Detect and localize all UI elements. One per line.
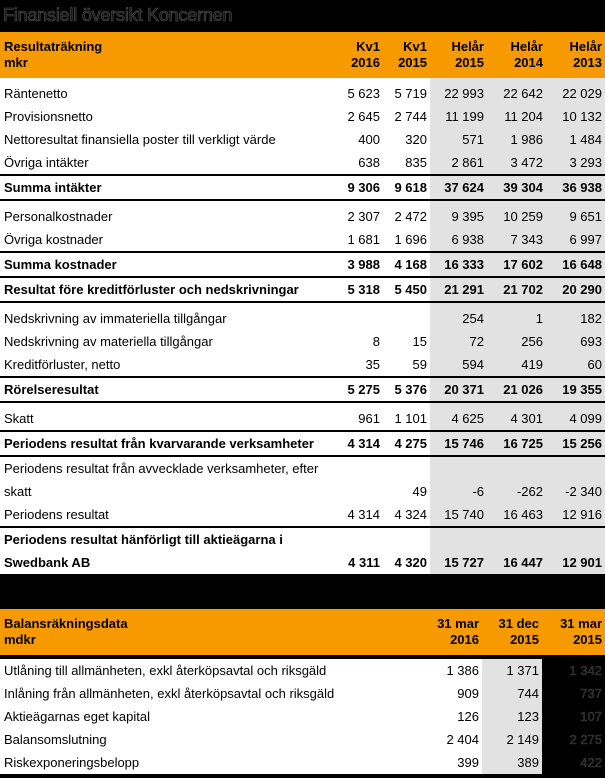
row-label: Nettoresultat finansiella poster till verkligt värde [0, 128, 335, 151]
row-value: 6 997 [546, 228, 605, 252]
balance-row [0, 659, 605, 682]
row-value: 4 314 [335, 503, 383, 527]
row-value: 3 293 [546, 151, 605, 175]
row-value: 1 101 [383, 407, 430, 431]
row-label: Riskexponeringsbelopp [0, 751, 432, 774]
income-row [0, 277, 605, 302]
row-value: 10 132 [546, 105, 605, 128]
row-value: 22 642 [487, 82, 546, 105]
row-value [430, 456, 487, 480]
row-label: Rörelseresultat [0, 377, 335, 402]
income-header-col [383, 32, 430, 78]
row-value [383, 456, 430, 480]
balance-header-year: 2016 [450, 632, 479, 647]
income-header-period: Kv1 [403, 39, 427, 54]
row-value: 4 311 [335, 551, 383, 575]
row-value: 909 [432, 682, 482, 705]
row-value: 21 026 [487, 377, 546, 402]
row-value: 72 [430, 330, 487, 353]
row-label: Personalkostnader [0, 205, 335, 228]
row-label: skatt [0, 480, 335, 503]
balance-header-date: 31 mar [437, 616, 479, 631]
income-statement-table [0, 32, 605, 576]
row-value: 59 [383, 353, 430, 377]
row-value: -2 340 [546, 480, 605, 503]
row-value: 4 301 [487, 407, 546, 431]
row-value: 1 986 [487, 128, 546, 151]
income-row [0, 377, 605, 402]
row-label: Övriga intäkter [0, 151, 335, 175]
row-value: 400 [335, 128, 383, 151]
balance-row [0, 682, 605, 705]
income-row [0, 175, 605, 200]
row-value: 182 [546, 307, 605, 330]
row-value: 1 681 [335, 228, 383, 252]
row-value: 21 291 [430, 277, 487, 302]
row-value: -6 [430, 480, 487, 503]
row-value: 9 395 [430, 205, 487, 228]
row-value: 744 [482, 682, 542, 705]
row-label: Provisionsnetto [0, 105, 335, 128]
income-row [0, 228, 605, 252]
income-header-unit: mkr [4, 55, 28, 70]
row-label: Räntenetto [0, 82, 335, 105]
row-value: 4 099 [546, 407, 605, 431]
row-value: 693 [546, 330, 605, 353]
row-value: 1 484 [546, 128, 605, 151]
row-value: 594 [430, 353, 487, 377]
income-header-period: Helår [510, 39, 543, 54]
row-label: Nedskrivning av materiella tillgångar [0, 330, 335, 353]
row-label: Resultat före kreditförluster och nedskrivningar [0, 277, 335, 302]
balance-header-col [482, 609, 542, 655]
row-value: 961 [335, 407, 383, 431]
income-row [0, 151, 605, 175]
row-value: 254 [430, 307, 487, 330]
income-header-row [0, 32, 605, 78]
income-row [0, 431, 605, 456]
row-label: Swedbank AB [0, 551, 335, 575]
row-value: 8 [335, 330, 383, 353]
income-header-period: Kv1 [356, 39, 380, 54]
income-row [0, 330, 605, 353]
row-value: 22 993 [430, 82, 487, 105]
row-label: Summa intäkter [0, 175, 335, 200]
row-value: 5 623 [335, 82, 383, 105]
row-label: Kreditförluster, netto [0, 353, 335, 377]
balance-header-year: 2015 [573, 632, 602, 647]
row-value: 126 [432, 705, 482, 728]
row-value: 60 [546, 353, 605, 377]
balance-header-col [542, 609, 605, 655]
row-value: 15 740 [430, 503, 487, 527]
balance-header-unit: mdkr [4, 632, 36, 647]
row-value: 737 [542, 682, 605, 705]
row-value: 1 371 [482, 659, 542, 682]
row-value: 4 314 [335, 431, 383, 456]
row-value: 16 725 [487, 431, 546, 456]
row-value: 11 199 [430, 105, 487, 128]
row-value [546, 527, 605, 551]
row-value [335, 456, 383, 480]
row-value: 638 [335, 151, 383, 175]
row-value [335, 307, 383, 330]
row-value: 5 318 [335, 277, 383, 302]
row-value: 571 [430, 128, 487, 151]
row-value: 12 916 [546, 503, 605, 527]
row-value: 16 333 [430, 252, 487, 277]
row-value: 3 472 [487, 151, 546, 175]
row-value: -262 [487, 480, 546, 503]
balance-row [0, 751, 605, 774]
row-value: 5 719 [383, 82, 430, 105]
income-row [0, 205, 605, 228]
report-title-bar [0, 0, 605, 32]
row-value: 39 304 [487, 175, 546, 200]
income-header-period: Helår [451, 39, 484, 54]
row-value [335, 480, 383, 503]
row-label: Periodens resultat från kvarvarande verksamheter [0, 431, 335, 456]
row-value: 4 625 [430, 407, 487, 431]
row-value: 389 [482, 751, 542, 774]
income-row [0, 307, 605, 330]
row-value [546, 456, 605, 480]
income-header-col [487, 32, 546, 78]
row-value: 399 [432, 751, 482, 774]
row-label: Skatt [0, 407, 335, 431]
row-value: 6 938 [430, 228, 487, 252]
row-value: 20 371 [430, 377, 487, 402]
income-row [0, 105, 605, 128]
row-label: Aktieägarnas eget kapital [0, 705, 432, 728]
row-value [383, 307, 430, 330]
row-value: 2 472 [383, 205, 430, 228]
row-value: 4 275 [383, 431, 430, 456]
income-header-label [0, 32, 335, 78]
row-value: 17 602 [487, 252, 546, 277]
row-label: Balansomslutning [0, 728, 432, 751]
row-value [335, 527, 383, 551]
row-label: Periodens resultat från avvecklade verksamheter, efter [0, 456, 335, 480]
row-value: 123 [482, 705, 542, 728]
row-value: 1 696 [383, 228, 430, 252]
row-value: 35 [335, 353, 383, 377]
row-value: 2 404 [432, 728, 482, 751]
balance-row [0, 705, 605, 728]
row-value: 10 259 [487, 205, 546, 228]
income-row [0, 456, 605, 480]
row-value: 1 342 [542, 659, 605, 682]
balance-header-title: Balansräkningsdata [4, 616, 128, 631]
income-row [0, 353, 605, 377]
balance-header-row [0, 609, 605, 655]
row-label: Periodens resultat hänförligt till aktieägarna i [0, 527, 335, 551]
income-row [0, 503, 605, 527]
income-header-col [430, 32, 487, 78]
row-value: 107 [542, 705, 605, 728]
row-value: 2 861 [430, 151, 487, 175]
row-value: 7 343 [487, 228, 546, 252]
row-value: 15 [383, 330, 430, 353]
row-value: 2 149 [482, 728, 542, 751]
row-value [383, 527, 430, 551]
row-value: 2 307 [335, 205, 383, 228]
row-value: 49 [383, 480, 430, 503]
row-value: 2 744 [383, 105, 430, 128]
row-value: 2 645 [335, 105, 383, 128]
row-value: 5 376 [383, 377, 430, 402]
row-value: 16 463 [487, 503, 546, 527]
row-value: 11 204 [487, 105, 546, 128]
balance-header-date: 31 dec [498, 616, 539, 631]
row-value: 4 324 [383, 503, 430, 527]
balance-header-label [0, 609, 432, 655]
row-value: 419 [487, 353, 546, 377]
row-value: 1 386 [432, 659, 482, 682]
row-value: 22 029 [546, 82, 605, 105]
row-value: 37 624 [430, 175, 487, 200]
row-label: Nedskrivning av immateriella tillgångar [0, 307, 335, 330]
row-label: Utlåning till allmänheten, exkl återköpsavtal och riksgäld [0, 659, 432, 682]
row-value: 15 727 [430, 551, 487, 575]
income-header-year: 2013 [573, 55, 602, 70]
income-row [0, 407, 605, 431]
income-row [0, 480, 605, 503]
row-value: 15 746 [430, 431, 487, 456]
row-value: 21 702 [487, 277, 546, 302]
income-row [0, 82, 605, 105]
row-value: 3 988 [335, 252, 383, 277]
income-row [0, 527, 605, 551]
row-value: 256 [487, 330, 546, 353]
row-value: 4 320 [383, 551, 430, 575]
row-value: 19 355 [546, 377, 605, 402]
income-header-year: 2015 [455, 55, 484, 70]
income-header-year: 2016 [351, 55, 380, 70]
row-value: 2 275 [542, 728, 605, 751]
income-header-col [546, 32, 605, 78]
income-header-period: Helår [569, 39, 602, 54]
income-row [0, 128, 605, 151]
row-value [487, 527, 546, 551]
row-label: Periodens resultat [0, 503, 335, 527]
row-value: 5 450 [383, 277, 430, 302]
balance-sheet-table [0, 609, 605, 774]
income-header-title: Resultaträkning [4, 39, 103, 54]
row-value [487, 456, 546, 480]
row-value: 15 256 [546, 431, 605, 456]
balance-header-date: 31 mar [560, 616, 602, 631]
row-value: 4 168 [383, 252, 430, 277]
row-value: 320 [383, 128, 430, 151]
income-header-col [335, 32, 383, 78]
row-value: 5 275 [335, 377, 383, 402]
income-row [0, 252, 605, 277]
balance-header-year: 2015 [510, 632, 539, 647]
balance-header-col [432, 609, 482, 655]
row-value: 20 290 [546, 277, 605, 302]
income-row [0, 551, 605, 575]
row-value: 9 618 [383, 175, 430, 200]
row-value [430, 527, 487, 551]
balance-row [0, 728, 605, 751]
row-value: 422 [542, 751, 605, 774]
income-header-year: 2014 [514, 55, 543, 70]
row-value: 835 [383, 151, 430, 175]
row-value: 9 651 [546, 205, 605, 228]
row-label: Summa kostnader [0, 252, 335, 277]
row-value: 12 901 [546, 551, 605, 575]
row-value: 9 306 [335, 175, 383, 200]
row-value: 16 648 [546, 252, 605, 277]
row-label: Inlåning från allmänheten, exkl återköpsavtal och riksgäld [0, 682, 432, 705]
row-value: 36 938 [546, 175, 605, 200]
row-value: 1 [487, 307, 546, 330]
report-title: Finansiell översikt Koncernen [3, 5, 233, 25]
row-value: 16 447 [487, 551, 546, 575]
row-label: Övriga kostnader [0, 228, 335, 252]
income-header-year: 2015 [398, 55, 427, 70]
